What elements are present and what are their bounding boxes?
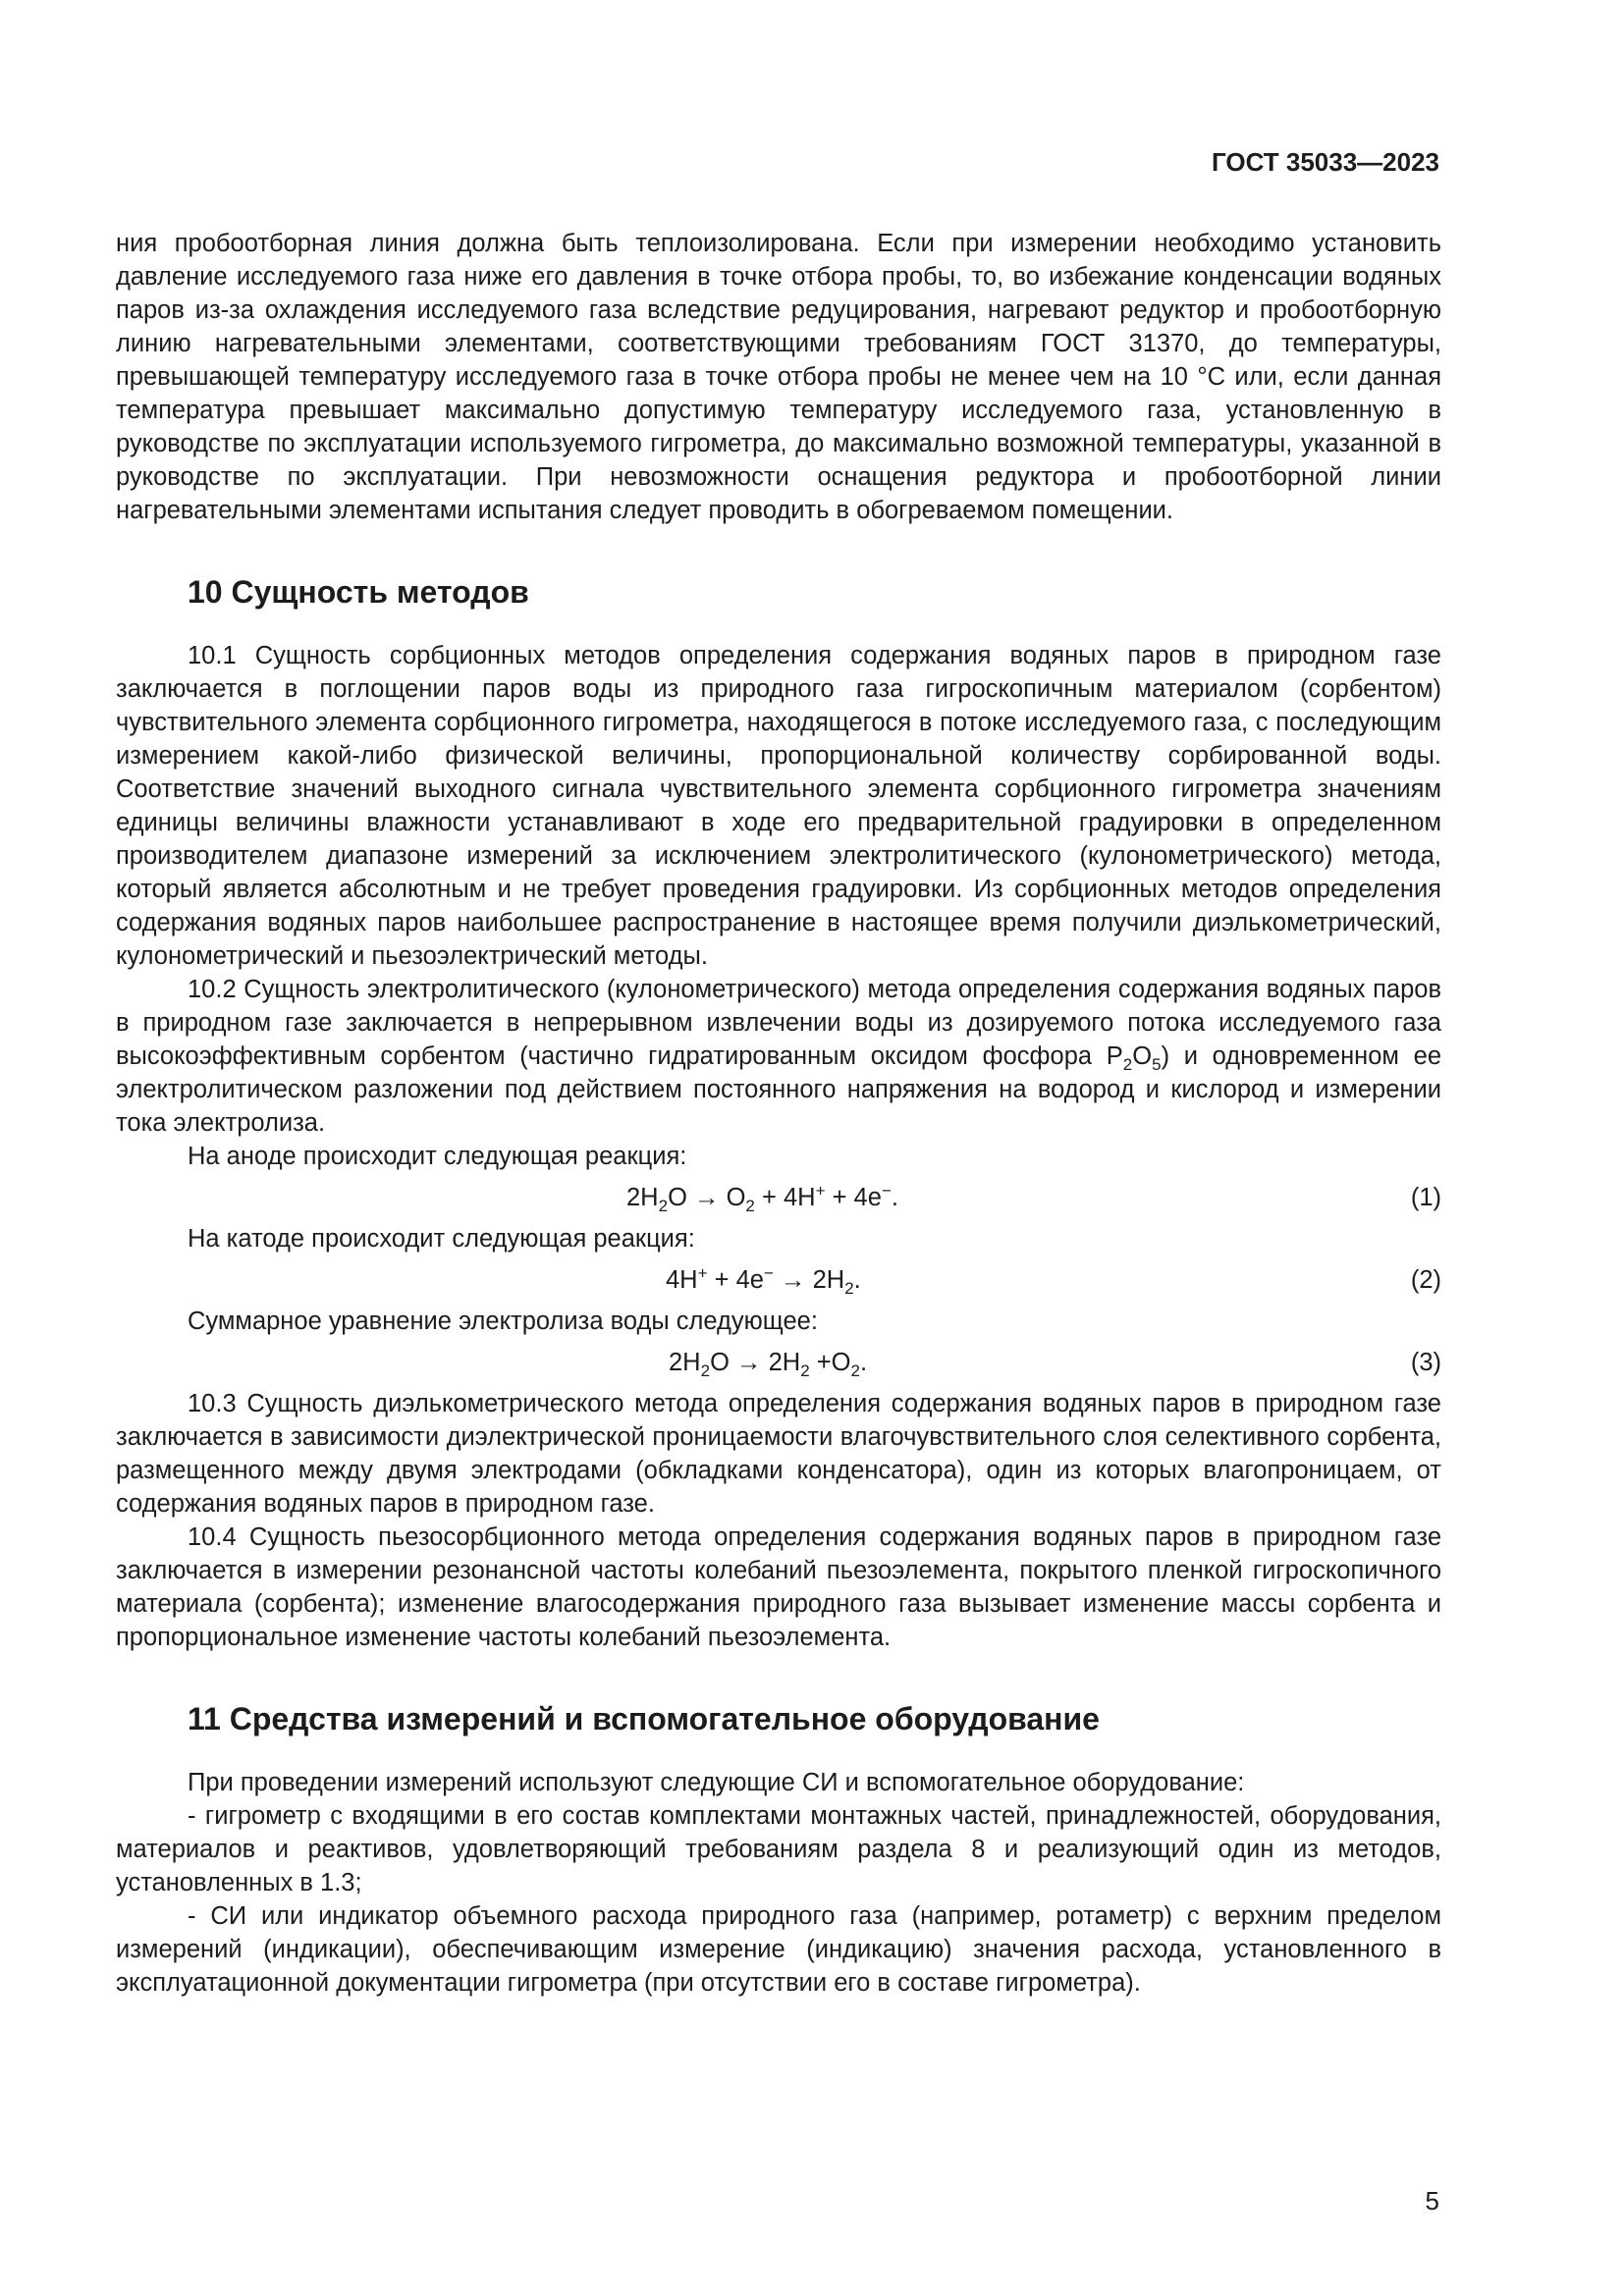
paragraph-11-intro: При проведении измерений используют следующие СИ и вспомогательное оборудование: [188,1769,1245,1796]
equation-2-number: (2) [1410,1266,1441,1294]
list-item-flow-indicator: - СИ или индикатор объемного расхода природного газа (например, ротаметр) с верхним пределом измерений (индикации), обеспечивающим измерение (индикацию) значения расхода, установленного в эксплуатационной документации гигрометра (при отсутствии его в составе гигрометра). [116,1902,1441,1997]
anode-reaction-intro: На аноде происходит следующая реакция: [188,1143,687,1170]
paragraph-10-4: 10.4 Сущность пьезосорбционного метода определения содержания водяных паров в природном газе заключается в измерении резонансной частоты колебаний пьезоэлемента, покрытого пленкой гигроскопичного материала (сорбента); изменение влагосодержания природного газа вызывает изменение массы сорбента и пропорциональное изменение частоты колебаний пьезоэлемента. [116,1523,1441,1651]
page-number: 5 [1425,2186,1439,2216]
paragraph-continuation: ния пробоотборная линия должна быть теплоизолирована. Если при измерении необходимо установить давление исследуемого газа ниже его давления в точке отбора пробы, то, во избежание конденсации водяных паров из-за охлаждения исследуемого газа вследствие редуцирования, нагревают редуктор и пробоотборную линию нагревательными элементами, соответствующими требованиям ГОСТ 31370, до температуры, превышающей температуру исследуемого газа в точке отбора пробы не менее чем на 10 °С или, если данная температура превышает максимально допустимую температуру исследуемого газа, установленную в руководстве по эксплуатации используемого гигрометра, до максимально возможной температуры, указанной в руководстве по эксплуатации. При невозможности оснащения редуктора и пробоотборной линии нагревательными элементами испытания следует проводить в обогреваемом помещении. [116,230,1441,524]
paragraph-10-3: 10.3 Сущность диэлькометрического метода определения содержания водяных паров в природном газе заключается в зависимости диэлектрической проницаемости влагочувствительного слоя селективного сорбента, размещенного между двумя электродами (обкладками конденсатора), один из которых влагопроницаем, от содержания водяных паров в природном газе. [116,1390,1441,1518]
equation-2 [116,1255,1441,1305]
equation-3 [116,1338,1441,1387]
equation-3-number: (3) [1410,1349,1441,1376]
section-heading-10: 10 Сущность методов [188,574,529,610]
list-item-hygrometer: - гигрометр с входящими в его состав комплектами монтажных частей, принадлежностей, оборудования, материалов и реактивов, удовлетворяющий требованиям раздела 8 и реализующий один из методов, установленных в 1.3; [116,1802,1441,1896]
equation-2-formula: $4H^+ + 4e^- \to 2H_2$. [666,1263,861,1299]
equation-3-formula: $2H_2O \to 2H_2 +O_2$. [669,1349,868,1381]
cathode-reaction-intro: На катоде происходит следующая реакция: [188,1225,695,1253]
section-heading-11: 11 Средства измерений и вспомогательное оборудование [188,1701,1100,1736]
equation-1-formula: $2H_2O \to O_2 + 4H^+ + 4e^-$. [626,1181,898,1216]
equation-1-number: (1) [1410,1184,1441,1211]
document-header: ГОСТ 35033—2023 [1212,147,1439,177]
page-body [116,227,1441,2000]
paragraph-10-2: 10.2 Сущность электролитического (кулонометрического) метода определения содержания водяных паров в природном газе заключается в непрерывном извлечении воды из дозируемого потока исследуемого газа высокоэффективным сорбентом (частично гидратированным оксидом фосфора $P_2O_5$) и одновременном ее электролитическом разложении под действием постоянного напряжения на водород и кислород и измерении тока электролиза. [116,976,1441,1137]
summary-equation-intro: Суммарное уравнение электролиза воды следующее: [188,1308,818,1335]
paragraph-10-1: 10.1 Сущность сорбционных методов определения содержания водяных паров в природном газе заключается в поглощении паров воды из природного газа гигроскопичным материалом (сорбентом) чувствительного элемента сорбционного гигрометра, находящегося в потоке исследуемого газа, с последующим измерением какой-либо физической величины, пропорциональной количеству сорбированной воды. Соответствие значений выходного сигнала чувствительного элемента сорбционного гигрометра значениям единицы величины влажности устанавливают в ходе его предварительной градуировки в определенном производителем диапазоне измерений за исключением электролитического (кулонометрического) метода, который является абсолютным и не требует проведения градуировки. Из сорбционных методов определения содержания водяных паров наибольшее распространение в настоящее время получили диэлькометрический, кулонометрический и пьезоэлектрический методы. [116,642,1441,970]
equation-1 [116,1173,1441,1222]
